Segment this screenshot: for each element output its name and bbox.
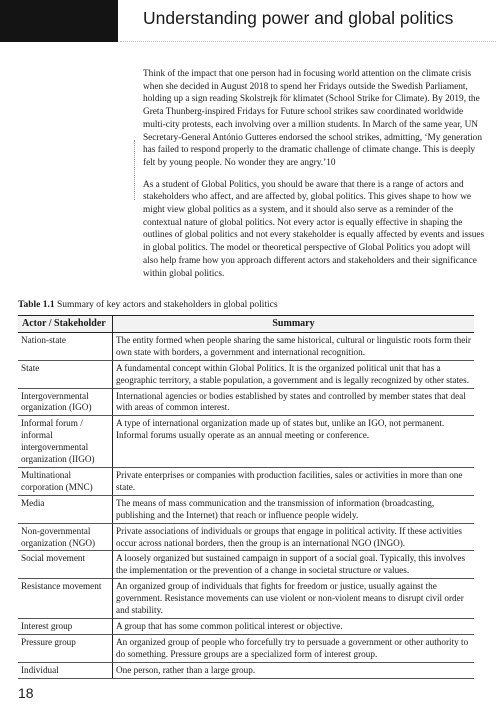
summary-cell: An organized group of people who forcefully try to persuade a government or other authority to do something. Pressure groups are a specialized form of interest group. (113, 634, 475, 662)
chapter-color-tab (0, 0, 118, 42)
summary-cell: The entity formed when people sharing the same historical, cultural or linguistic roots form their own state with borders, a government and international recognition. (113, 332, 475, 360)
summary-cell: A group that has some common political interest or objective. (113, 618, 475, 634)
page-number: 18 (18, 685, 34, 701)
actor-cell: Intergovernmental organization (IGO) (18, 388, 113, 416)
summary-cell: The means of mass communication and the transmission of information (broadcasting, publishing and the Internet) that reach or influence people widely. (113, 495, 475, 523)
summary-cell: A type of international organization made up of states but, unlike an IGO, not permanent. Informal forums usually operate as an annual meeting or conference. (113, 416, 475, 468)
header-actor: Actor / Stakeholder (18, 316, 113, 333)
actor-cell: Nation-state (18, 332, 113, 360)
actors-table (18, 315, 474, 679)
table-header-row (18, 316, 474, 333)
table-row (18, 495, 474, 523)
header-rule (120, 41, 496, 42)
margin-decoration (134, 140, 135, 200)
table-row (18, 523, 474, 551)
summary-cell: One person, rather than a large group. (113, 662, 475, 678)
summary-cell: Private associations of individuals or groups that engage in political activity. If these activities occur across national borders, then the group is an international NGO (INGO). (113, 523, 475, 551)
summary-cell: A loosely organized but sustained campaign in support of a social goal. Typically, this involves the implementation or the prevention of a change in societal structure or values. (113, 551, 475, 579)
summary-cell: An organized group of individuals that fights for freedom or justice, usually against the government. Resistance movements can use violent or non-violent means to disrupt civil order and stability. (113, 579, 475, 619)
header-summary: Summary (113, 316, 475, 333)
table-row (18, 579, 474, 619)
intro-paragraph: Think of the impact that one person had in focusing world attention on the climate crisis when she decided in August 2018 to spend her Fridays outside the Swedish Parliament, holding up a sign reading Skolstrejk för klimatet (School Strike for Climate). By 2019, the Greta Thunberg-inspired Fridays for Future school strikes saw coordinated worldwide multi-city protests, each involving over a million students. In March of the same year, UN Secretary-General António Gutteres endorsed the school strikes, admitting, ‘My generation has failed to respond properly to the dramatic challenge of climate change. This is deeply felt by young people. No wonder they are angry.’10 (143, 69, 482, 168)
table-row (18, 662, 474, 678)
table-caption (18, 300, 278, 310)
actor-cell: State (18, 360, 113, 388)
actor-cell: Multinational corporation (MNC) (18, 467, 113, 495)
summary-cell: Private enterprises or companies with production facilities, sales or activities in more than one state. (113, 467, 475, 495)
actor-cell: Social movement (18, 551, 113, 579)
actor-cell: Non-governmental organization (NGO) (18, 523, 113, 551)
actor-cell: Informal forum / informal intergovernmental organization (IIGO) (18, 416, 113, 468)
table-row (18, 332, 474, 360)
intro-text (143, 68, 485, 280)
table-title: Summary of key actors and stakeholders in global politics (56, 300, 278, 310)
intro-paragraph: As a student of Global Politics, you should be aware that there is a range of actors and stakeholders who affect, and are affected by, global politics. This gives shape to how we might view global politics as a system, and it should also serve as a reminder of the contextual nature of global politics. Not every actor is equally effective in shaping the outlines of global politics and not every stakeholder is equally affected by events and issues in global politics. The model or theoretical perspective of Global Politics you adopt will also help frame how you approach different actors and stakeholders and their significance within global politics. (143, 179, 485, 279)
summary-cell: International agencies or bodies established by states and controlled by member states that deal with areas of common interest. (113, 388, 475, 416)
table-row (18, 388, 474, 416)
actor-cell: Interest group (18, 618, 113, 634)
actor-cell: Individual (18, 662, 113, 678)
table-row (18, 360, 474, 388)
chapter-title: Understanding power and global politics (143, 8, 454, 28)
actor-cell: Resistance movement (18, 579, 113, 619)
table-number: Table 1.1 (18, 300, 55, 310)
actor-cell: Media (18, 495, 113, 523)
actor-cell: Pressure group (18, 634, 113, 662)
table-row (18, 618, 474, 634)
table-row (18, 634, 474, 662)
table-row (18, 551, 474, 579)
summary-cell: A fundamental concept within Global Politics. It is the organized political unit that has a geographic territory, a stable population, a government and is legally recognized by other states. (113, 360, 475, 388)
table-body (18, 332, 474, 678)
table-row (18, 467, 474, 495)
table-row (18, 416, 474, 468)
